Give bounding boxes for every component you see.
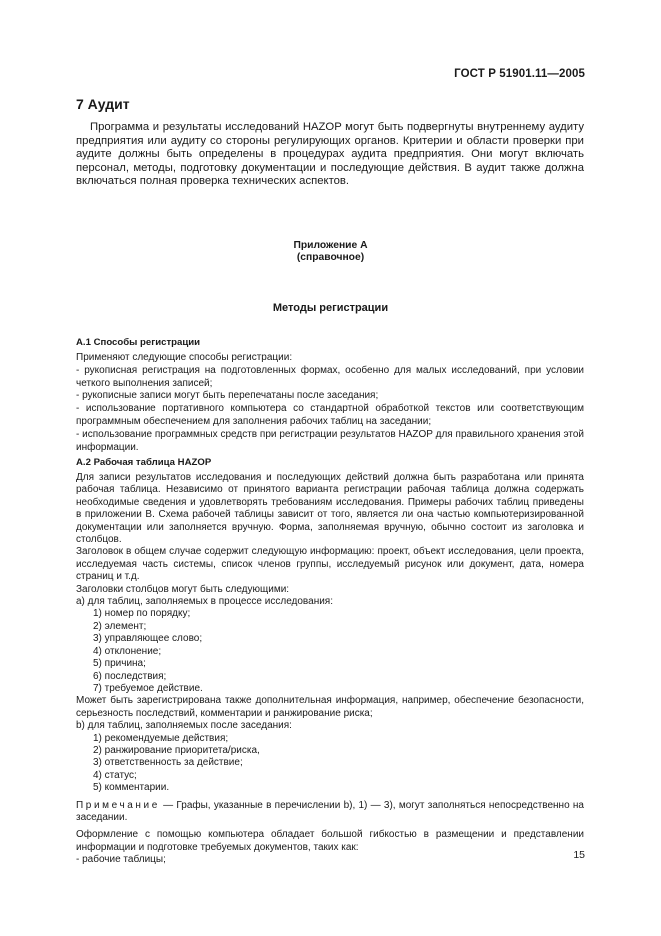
list-item: 5) комментарии. — [93, 782, 170, 794]
a2-paragraph: Заголовки столбцов могут быть следующими: — [76, 583, 290, 595]
note-text: — Графы, указанные в перечислении b), 1) — 3), могут заполняться непосредственно на заседании. — [76, 799, 584, 823]
annex-title: Приложение А — [293, 240, 368, 251]
a2-paragraph: - рабочие таблицы; — [76, 854, 166, 866]
subsection-a2-body — [76, 472, 584, 867]
list-item: 4) отклонение; — [93, 645, 162, 657]
subsection-a2-title: А.2 Рабочая таблица HAZOP — [76, 457, 212, 468]
a1-item: - рукописная регистрация на подготовленных формах, особенно для малых исследований, при условии четкого выполнения записей; — [76, 364, 584, 389]
audit-paragraph: Программа и результаты исследований HAZOP могут быть подвергнуты внутреннему аудиту предприятия или аудиту со стороны регулирующих органов. Критерии и области проверки при аудите должны быть определены в процедурах аудита предприятия. Они могут включать персонал, методы, подготовку документации и последующие действия. В аудит также должна включаться полная проверка технических аспектов. — [76, 121, 584, 187]
list-a-label: а) для таблиц, заполняемых в процессе исследования: — [76, 596, 333, 608]
list-b — [76, 733, 584, 795]
page-number: 15 — [573, 849, 585, 861]
a2-paragraph: Заголовок в общем случае содержит следующую информацию: проект, объект исследования, цели проекта, исследуемая часть системы, список членов группы, исследуемый рисунок или документ, дата, номера страниц и т.д. — [76, 546, 584, 583]
list-item: 3) ответственность за действие; — [93, 757, 243, 769]
a1-item: - использование программных средств при регистрации результатов HAZOP для правильного хранения этой информации. — [76, 428, 584, 453]
note-label: Примечание — [76, 799, 160, 811]
list-b-label: b) для таблиц, заполняемых после заседания: — [76, 720, 292, 732]
a1-item: - использование портативного компьютера со стандартной обработкой текстов или соответствующим программным обеспечением для заполнения рабочих таблиц на заседании; — [76, 403, 584, 427]
annex-heading: Методы регистрации — [272, 302, 389, 314]
a2-paragraph: Для записи результатов исследования и последующих действий должна быть разработана или принята рабочая таблица. Независимо от принятого варианта регистрации рабочая таблица должна содержать необходимые сведения и удовлетворять требованиям исследования. Примеры рабочих таблиц приведены в приложении В. Схема рабочей таблицы зависит от того, является ли она частью компьютеризированной документации или заполняется вручную. Форма, заполняемая вручную, обычно состоит из заголовка и столбцов. — [76, 472, 584, 546]
subsection-a1-title: А.1 Способы регистрации — [76, 337, 201, 348]
list-item: 1) рекомендуемые действия; — [93, 732, 229, 744]
section-title: 7 Аудит — [76, 96, 130, 112]
a2-paragraph: Может быть зарегистрирована также дополнительная информация, например, обеспечение безопасности, серьезность последствий, комментарии и ранжирование риска; — [76, 695, 584, 719]
annex-type: (справочное) — [296, 252, 365, 263]
list-item: 7) требуемое действие. — [93, 682, 203, 694]
note — [76, 800, 584, 825]
list-item: 5) причина; — [93, 658, 146, 670]
audit-paragraph-block — [76, 121, 584, 189]
list-a — [76, 608, 584, 695]
list-item: 2) ранжирование приоритета/риска, — [93, 744, 260, 756]
list-item: 4) статус; — [93, 769, 137, 781]
a2-paragraph: Оформление с помощью компьютера обладает большой гибкостью в размещении и представлении информации и подготовке требуемых документов, таких как: — [76, 829, 584, 853]
a1-intro: Применяют следующие способы регистрации: — [76, 352, 293, 363]
list-item: 1) номер по порядку; — [93, 608, 191, 620]
list-item: 3) управляющее слово; — [93, 633, 203, 645]
list-item: 6) последствия; — [93, 670, 167, 682]
list-item: 2) элемент; — [93, 620, 147, 632]
subsection-a1-body — [76, 352, 584, 454]
standard-code: ГОСТ Р 51901.11—2005 — [454, 68, 585, 80]
a1-item: - рукописные записи могут быть перепечатаны после заседания; — [76, 390, 379, 402]
